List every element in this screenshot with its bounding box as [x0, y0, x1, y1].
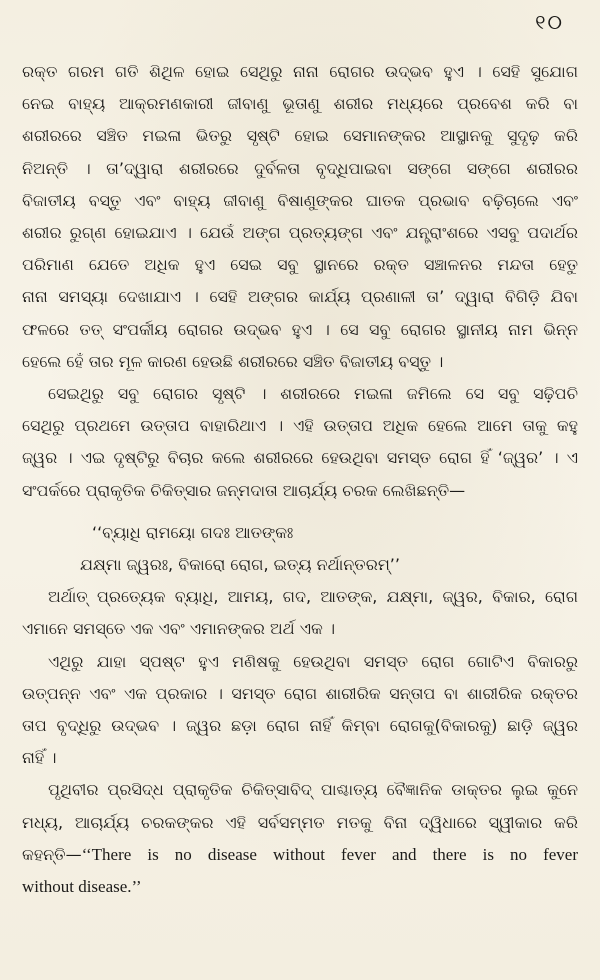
page-number: ୧୦: [535, 10, 564, 34]
text-line: ପୃଥିବୀର ପ୍ରସିଦ୍ଧ ପ୍ରାକୃତିକ ଚିକିତ୍ସାବିଦ୍ ପାଶ୍ଚାତ୍ୟ ବୈଜ୍ଞାନିକ ଡାକ୍ତର ଲୁଇ କୁନେ: [48, 780, 578, 800]
text-line: ସେଥିରୁ ପ୍ରଥମେ ଉତ୍ତାପ ବାହାରିଥାଏ । ଏହି ଉତ୍ତାପ ଅଧିକ ହେଲେ ଆମେ ତାକୁ କହୁ: [22, 416, 578, 436]
text-line: ସଂପର୍କରେ ପ୍ରାକୃତିକ ଚିକିତ୍ସାର ଜନ୍ମଦାତା ଆଚାର୍ଯ୍ୟ ଚରକ ଲେଖିଛନ୍ତି—: [22, 480, 466, 500]
paragraph-5: [22, 774, 578, 903]
text-line: ଜ୍ୱର । ଏଇ ଦୃଷ୍ଟିରୁ ବିଚାର କଲେ ଶରୀରରେ ହେଉଥିବା ସମସ୍ତ ରୋଗ ହିଁ ‘ଜ୍ୱର’ । ଏ: [22, 448, 578, 468]
text-line: ଏମାନେ ସମସ୍ତେ ଏକ ଏବଂ ଏମାନଙ୍କର ଅର୍ଥ ଏକ ।: [22, 619, 336, 639]
odia-prefix: କହନ୍ତି—: [22, 844, 82, 864]
text-line: ନିଅନ୍ତି । ତା’ଦ୍ୱାରା ଶରୀରରେ ଦୁର୍ବଳତା ବୃଦ୍ଧିପାଇବା ସଙ୍ଗେ ସଙ୍ଗେ ଶରୀରର: [22, 158, 578, 178]
paragraph-2: [22, 378, 578, 507]
verse-line: ଯକ୍ଷ୍ମା ଜ୍ୱରଃ, ବିକାରୋ ରୋଗ, ଇତ୍ୟ ନର୍ଥାନ୍ତରମ୍’’: [80, 555, 400, 575]
text-line: ସେଇଥିରୁ ସବୁ ରୋଗର ସୃଷ୍ଟି । ଶରୀରରେ ମଇଳା ଜମିଲେ ସେ ସବୁ ସଢ଼ିପଚି: [48, 384, 578, 404]
text-line: ରକ୍ତ ଗରମ ଗତି ଶିଥିଳ ହୋଇ ସେଥିରୁ ନାନା ରୋଗର ଉଦ୍ଭବ ହୁଏ । ସେହି ସୁଯୋଗ: [22, 62, 578, 81]
text-line: ଶରୀର ରୁଗ୍ଣ ହୋଇଯାଏ । ଯେଉଁ ଅଙ୍ଗ ପ୍ରତ୍ୟଙ୍ଗ ଏବଂ ଯନ୍ତ୍ରାଂଶରେ ଏସବୁ ପଦାର୍ଥର: [22, 223, 578, 243]
text-line: ଉତ୍ପନ୍ନ ଏବଂ ଏକ ପ୍ରକାର । ସମସ୍ତ ରୋଗ ଶାରୀରିକ ସନ୍ତାପ ବା ଶାରୀରିକ ରକ୍ତର: [22, 683, 578, 703]
text-line: ଫଳରେ ତତ୍ ସଂପର୍କୀୟ ରୋଗର ଉଦ୍ଭବ ହୁଏ । ସେ ସବୁ ରୋଗର ସ୍ଥାନୀୟ ନାମ ଭିନ୍ନ: [22, 319, 578, 339]
text-line: ପରିମାଣ ଯେତେ ଅଧିକ ହୁଏ ସେଇ ସବୁ ସ୍ଥାନରେ ରକ୍ତ ସଞ୍ଚାଳନର ମନ୍ଦତା ହେତୁ: [22, 255, 578, 275]
text-line-mixed: [22, 839, 578, 871]
english-quote-start: ‘‘There is no disease without fever and there is no fever: [81, 844, 578, 864]
text-line: ନାନା ସମସ୍ୟା ଦେଖାଯାଏ । ସେହି ଅଙ୍ଗର କାର୍ଯ୍ୟ ପ୍ରଣାଳୀ ତା’ ଦ୍ୱାରା ବିଗିଡ଼ି ଯିବା: [22, 287, 578, 307]
text-line: ନାହିଁ ।: [22, 748, 57, 768]
paragraph-4: [22, 646, 578, 775]
text-line: ବିଜାତୀୟ ବସ୍ତୁ ଏବଂ ବାହ୍ୟ ଜୀବାଣୁ ବିଷାଣୁଙ୍କର ଘାତକ ପ୍ରଭାବ ବଢ଼ିଚାଲେ ଏବଂ: [22, 190, 578, 210]
text-line: ଶରୀରରେ ସଞ୍ଚିତ ମଇଳା ଭିତରୁ ସୃଷ୍ଟି ହୋଇ ସେମାନଙ୍କର ଆସ୍ଥାନକୁ ସୁଦୃଢ଼ କରି: [22, 126, 578, 146]
text-line: ହେଲେ ହେଁ ତାର ମୂଳ କାରଣ ହେଉଛି ଶରୀରରେ ସଞ୍ଚିତ ବିଜାତୀୟ ବସ୍ତୁ ।: [22, 351, 444, 371]
spacer: [22, 507, 578, 517]
english-quote-end: without disease.’’: [22, 877, 142, 897]
verse-quote: [22, 517, 578, 581]
text-line: ଅର୍ଥାତ୍ ପ୍ରତ୍ୟେକ ବ୍ୟାଧି, ଆମୟ, ଗଦ, ଆତଙ୍କ, ଯକ୍ଷ୍ମା, ଜ୍ୱର, ବିକାର, ରୋଗ: [48, 587, 578, 607]
text-line: ତାପ ବୃଦ୍ଧିରୁ ଉଦ୍ଭବ । ଜ୍ୱର ଛଡ଼ା ରୋଗ ନାହିଁ କିମ୍ବା ରୋଗକୁ(ବିକାରକୁ) ଛାଡ଼ି ଜ୍ୱର: [22, 716, 578, 736]
paragraph-3: [22, 581, 578, 645]
verse-line: ‘‘ବ୍ୟାଧି ରାମୟୋ ଗଦଃ ଆତଙ୍କଃ: [92, 522, 294, 542]
paragraph-1: [22, 56, 578, 378]
body-text: [22, 56, 578, 903]
text-line: ଏଥିରୁ ଯାହା ସ୍ପଷ୍ଟ ହୁଏ ମଣିଷକୁ ହେଉଥିବା ସମସ୍ତ ରୋଗ ଗୋଟିଏ ବିକାରରୁ: [48, 651, 578, 671]
text-line: ମଧ୍ୟ, ଆଚାର୍ଯ୍ୟ ଚରକଙ୍କର ଏହି ସର୍ବସମ୍ମତ ମତକୁ ବିନା ଦ୍ୱିଧାରେ ସ୍ୱୀକାର କରି: [22, 812, 578, 832]
text-line: ନେଇ ବାହ୍ୟ ଆକ୍ରମଣକାରୀ ଜୀବାଣୁ ଭୂତାଣୁ ଶରୀର ମଧ୍ୟରେ ପ୍ରବେଶ କରି ବା: [22, 94, 578, 114]
